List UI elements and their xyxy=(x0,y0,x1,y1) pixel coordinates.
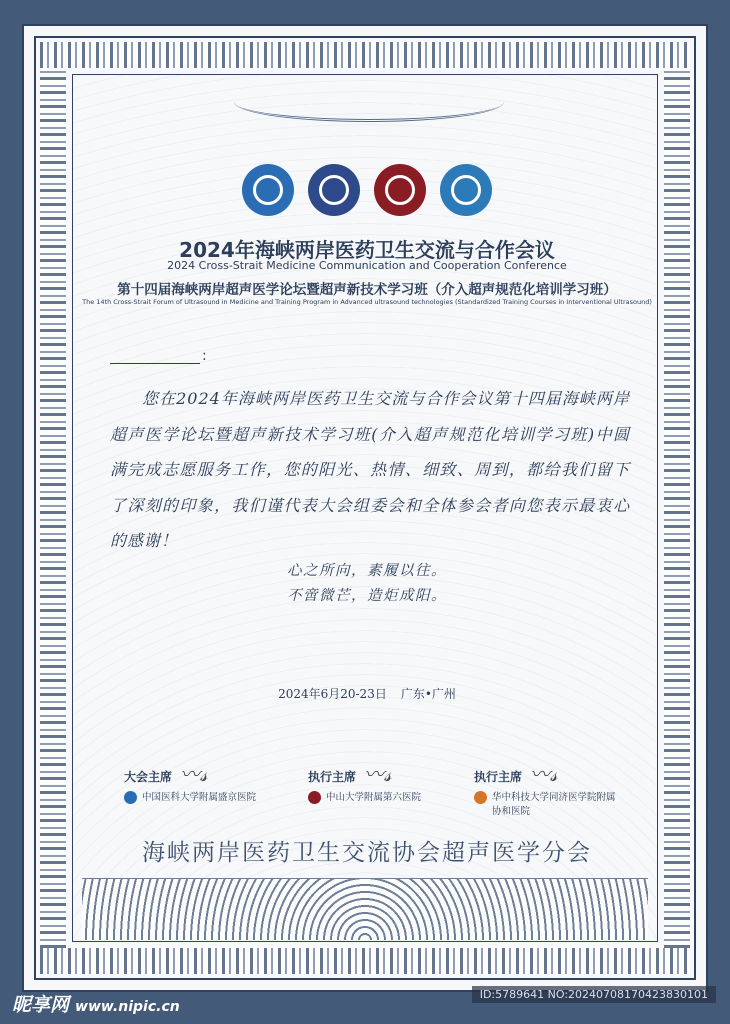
signature-block xyxy=(474,758,624,819)
signature-role: 大会主席 xyxy=(124,770,173,784)
wave-ornament xyxy=(82,878,648,940)
signature-block xyxy=(124,758,256,805)
title-en: 2024 Cross-Strait Medicine Communication and Cooperation Conference xyxy=(167,259,567,272)
watermark-site: 昵享网 xyxy=(12,994,70,1016)
bottom-ornament xyxy=(40,948,690,974)
association-logo xyxy=(242,164,294,216)
motto xyxy=(24,559,710,609)
signature-role: 执行主席 xyxy=(474,770,523,784)
watermark xyxy=(12,990,180,1017)
date-place xyxy=(24,685,710,702)
signature-role: 执行主席 xyxy=(308,770,357,784)
hospital-logo-icon xyxy=(474,791,487,804)
subtitle-en: The 14th Cross-Strait Forum of Ultrasound in Medicine and Training Program in Advanced ultrasound technologies (Standardized Training Courses in Interventional Ultrasound) xyxy=(82,298,652,306)
subtitle-cn: 第十四届海峡两岸超声医学论坛暨超声新技术学习班（介入超声规范化培训学习班） xyxy=(117,282,617,298)
top-ornament xyxy=(40,42,690,68)
date: 2024年6月20-23日 xyxy=(278,687,387,701)
body-text: 您在2024年海峡两岸医药卫生交流与合作会议第十四届海峡两岸超声医学论坛暨超声新技术学习班(介入超声规范化培训学习班)中圆满完成志愿服务工作，您的阳光、热情、细致、周到，都给我们留下了深刻的印象，我们谨代表大会组委会和全体参会者向您表示最衷心的感谢！ xyxy=(110,389,630,550)
hospital-name: 中山大学附属第六医院 xyxy=(326,792,422,803)
hospital-logo-icon xyxy=(124,791,137,804)
certificate xyxy=(22,24,708,992)
hospital-name: 华中科技大学同济医学院附属协和医院 xyxy=(492,792,616,817)
hospital-logo-icon xyxy=(308,791,321,804)
handwritten-signature: 〰𝓈 xyxy=(364,762,392,786)
ultrasound-society-logo xyxy=(308,164,360,216)
recipient-colon: : xyxy=(202,348,207,364)
image-id-label: ID:5789641 NO:20240708170423830101 xyxy=(472,986,716,1003)
handwritten-signature: 〰𝓈 xyxy=(180,762,208,786)
signature-block xyxy=(308,758,421,805)
watermark-url: www.nipic.cn xyxy=(75,999,180,1015)
title-cn: 2024年海峡两岸医药卫生交流与合作会议 xyxy=(179,238,555,262)
place: 广东•广州 xyxy=(400,687,456,701)
motto-line: 心之所向，素履以往。 xyxy=(287,563,447,579)
hospital-name: 中国医科大学附属盛京医院 xyxy=(142,792,257,803)
organizer-seal-text: 海峡两岸医药卫生交流协会超声医学分会 xyxy=(142,840,592,866)
institute-logo xyxy=(440,164,492,216)
motto-line: 不啻微芒，造炬成阳。 xyxy=(287,588,447,604)
handwritten-signature: 〰𝓈 xyxy=(530,762,558,786)
logo-row xyxy=(24,164,710,216)
cloud-ornament xyxy=(234,82,504,122)
hospital-logo xyxy=(374,164,426,216)
recipient-name-blank xyxy=(110,348,200,364)
